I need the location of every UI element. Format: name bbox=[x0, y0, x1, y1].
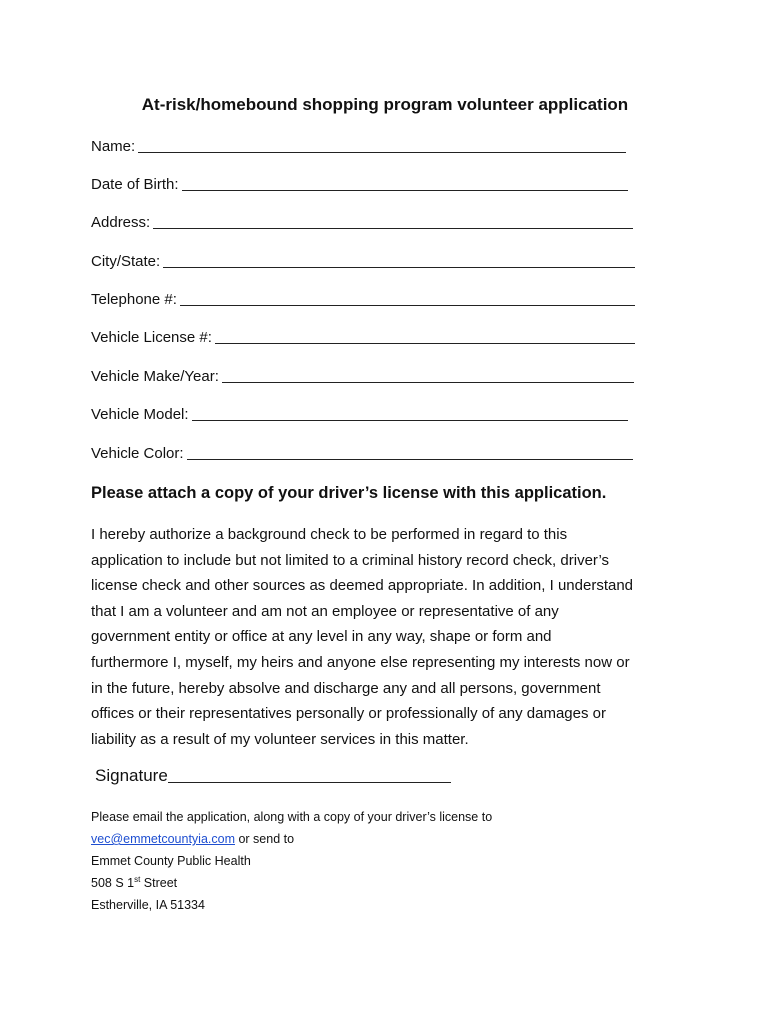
name-input-line[interactable] bbox=[138, 151, 626, 153]
authorization-paragraph bbox=[91, 522, 691, 752]
send-to-text: or send to bbox=[235, 832, 295, 846]
date-of-birth-field[interactable] bbox=[91, 176, 628, 193]
address-input-line[interactable] bbox=[153, 227, 633, 229]
vehicle-license-label: Vehicle License #: bbox=[91, 329, 212, 346]
organization-name: Emmet County Public Health bbox=[91, 854, 251, 868]
date-of-birth-input-line[interactable] bbox=[182, 189, 628, 191]
address-field[interactable] bbox=[91, 214, 633, 231]
signature-field[interactable] bbox=[95, 766, 451, 786]
contact-instructions: Please email the application, along with a copy of your driver’s license to bbox=[91, 810, 493, 824]
city-state-zip: Estherville, IA 51334 bbox=[91, 898, 205, 912]
vehicle-color-field[interactable] bbox=[91, 445, 633, 462]
date-of-birth-label: Date of Birth: bbox=[91, 176, 179, 193]
vehicle-model-label: Vehicle Model: bbox=[91, 406, 189, 423]
vehicle-model-input-line[interactable] bbox=[192, 419, 628, 421]
address-label: Address: bbox=[91, 214, 151, 231]
vehicle-model-field[interactable] bbox=[91, 406, 628, 423]
authorization-line: that I am a volunteer and am not an employee or representative of any bbox=[91, 602, 559, 620]
vehicle-make-year-field[interactable] bbox=[91, 368, 634, 385]
authorization-line: government entity or office at any level in any way, shape or form and bbox=[91, 628, 552, 646]
city-state-field[interactable] bbox=[91, 253, 635, 270]
vehicle-color-input-line[interactable] bbox=[187, 458, 633, 460]
authorization-line: liability as a result of my volunteer services in this matter. bbox=[91, 730, 469, 748]
vehicle-license-input-line[interactable] bbox=[215, 342, 635, 344]
authorization-line: furthermore I, myself, my heirs and anyone else representing my interests now or bbox=[91, 653, 630, 671]
vehicle-license-field[interactable] bbox=[91, 329, 635, 346]
telephone-field[interactable] bbox=[91, 291, 635, 308]
telephone-label: Telephone #: bbox=[91, 291, 177, 308]
contact-email-line bbox=[91, 828, 492, 850]
authorization-line: I hereby authorize a background check to be performed in regard to this bbox=[91, 526, 568, 543]
contact-block bbox=[91, 806, 492, 916]
signature-label: Signature bbox=[95, 766, 168, 785]
vehicle-color-label: Vehicle Color: bbox=[91, 445, 184, 462]
telephone-input-line[interactable] bbox=[180, 304, 635, 306]
authorization-line: offices or their representatives personally or professionally of any damages or bbox=[91, 705, 606, 723]
vehicle-make-year-label: Vehicle Make/Year: bbox=[91, 368, 219, 385]
street-number: 508 S 1 bbox=[91, 876, 135, 890]
authorization-line: application to include but not limited to a criminal history record check, driver’s bbox=[91, 551, 610, 569]
name-field[interactable] bbox=[91, 138, 626, 155]
form-title: At-risk/homebound shopping program volunteer application bbox=[141, 95, 629, 114]
vehicle-make-year-input-line[interactable] bbox=[222, 381, 634, 383]
street-name: Street bbox=[140, 876, 178, 890]
email-link[interactable]: vec@emmetcountyia.com bbox=[91, 832, 235, 846]
city-state-input-line[interactable] bbox=[163, 266, 635, 268]
street-ordinal: st bbox=[134, 874, 141, 884]
authorization-line: license check and other sources as deemed appropriate. In addition, I understand bbox=[91, 577, 634, 595]
street-address bbox=[91, 872, 492, 894]
attach-license-notice: Please attach a copy of your driver’s license with this application. bbox=[91, 484, 607, 502]
authorization-line: in the future, hereby absolve and discharge any and all persons, government bbox=[91, 679, 601, 697]
city-state-label: City/State: bbox=[91, 253, 161, 270]
name-label: Name: bbox=[91, 138, 136, 155]
signature-input-line[interactable] bbox=[168, 781, 451, 783]
